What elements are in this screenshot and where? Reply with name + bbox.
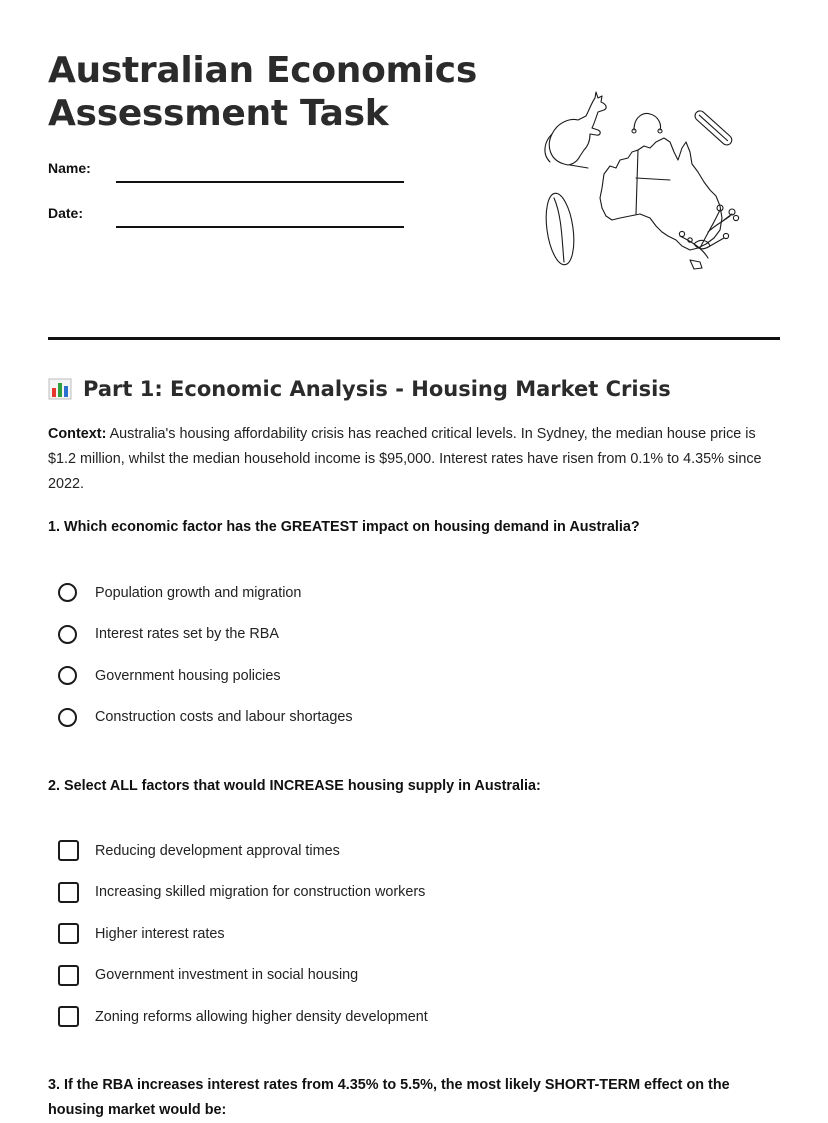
q1-option-1[interactable] xyxy=(48,572,780,614)
q1-option-4[interactable] xyxy=(48,697,780,739)
q2-option-3[interactable] xyxy=(48,913,780,955)
q1-option-3[interactable] xyxy=(48,655,780,697)
name-input-line[interactable] xyxy=(116,181,404,183)
context-text: Australia's housing affordability crisis has reached critical levels. In Sydney, the median house price is $1.2 million, whilst the median household income is $95,000. Interest rates have risen from 0.1% to 4.35% since 2022. xyxy=(48,426,762,492)
option-label: Population growth and migration xyxy=(95,584,302,601)
bar-chart-icon xyxy=(48,377,72,401)
q2-option-1[interactable] xyxy=(48,830,780,872)
q1-option-2[interactable] xyxy=(48,614,780,656)
title-line-2: Assessment Task xyxy=(48,93,389,134)
checkbox[interactable] xyxy=(58,923,79,944)
radio-button[interactable] xyxy=(58,583,77,602)
radio-button[interactable] xyxy=(58,708,77,727)
context-paragraph xyxy=(48,422,780,497)
option-label: Higher interest rates xyxy=(95,925,225,942)
kangaroo-icon xyxy=(545,92,606,168)
australia-map-icon xyxy=(600,138,722,269)
option-label: Zoning reforms allowing higher density development xyxy=(95,1008,428,1025)
surfboard-icon xyxy=(542,192,578,267)
page-title xyxy=(48,49,477,135)
question-2-options xyxy=(48,830,780,1038)
question-1-text: 1. Which economic factor has the GREATEST impact on housing demand in Australia? xyxy=(48,519,640,535)
option-label: Construction costs and labour shortages xyxy=(95,709,353,726)
q2-option-2[interactable] xyxy=(48,872,780,914)
option-label: Increasing skilled migration for construction workers xyxy=(95,884,426,901)
checkbox[interactable] xyxy=(58,882,79,903)
question-1-options xyxy=(48,572,780,738)
question-3-text: 3. If the RBA increases interest rates from 4.35% to 5.5%, the most likely SHORT-TERM effect on the housing market would be: xyxy=(48,1077,730,1118)
context-label: Context: xyxy=(48,426,107,442)
worksheet-page xyxy=(48,0,780,1118)
part-1-title: Part 1: Economic Analysis - Housing Market Crisis xyxy=(83,377,671,401)
australia-illustration xyxy=(540,86,752,270)
date-label: Date: xyxy=(48,205,84,221)
section-divider xyxy=(48,337,780,340)
title-line-1: Australian Economics xyxy=(48,50,477,91)
name-field[interactable] xyxy=(48,160,408,186)
option-label: Government housing policies xyxy=(95,667,281,684)
name-label: Name: xyxy=(48,160,91,176)
q2-option-5[interactable] xyxy=(48,996,780,1038)
date-input-line[interactable] xyxy=(116,226,404,228)
checkbox[interactable] xyxy=(58,1006,79,1027)
checkbox[interactable] xyxy=(58,840,79,861)
boomerang-arc-icon xyxy=(634,114,661,130)
radio-button[interactable] xyxy=(58,625,77,644)
boomerang-icon xyxy=(693,109,734,147)
option-label: Interest rates set by the RBA xyxy=(95,626,279,643)
radio-button[interactable] xyxy=(58,666,77,685)
part-1-heading xyxy=(48,374,671,404)
question-2-text: 2. Select ALL factors that would INCREASE housing supply in Australia: xyxy=(48,778,541,794)
checkbox[interactable] xyxy=(58,965,79,986)
option-label: Government investment in social housing xyxy=(95,967,359,984)
wattle-branch-icon xyxy=(679,205,738,258)
q2-option-4[interactable] xyxy=(48,955,780,997)
date-field[interactable] xyxy=(48,205,408,231)
option-label: Reducing development approval times xyxy=(95,842,340,859)
